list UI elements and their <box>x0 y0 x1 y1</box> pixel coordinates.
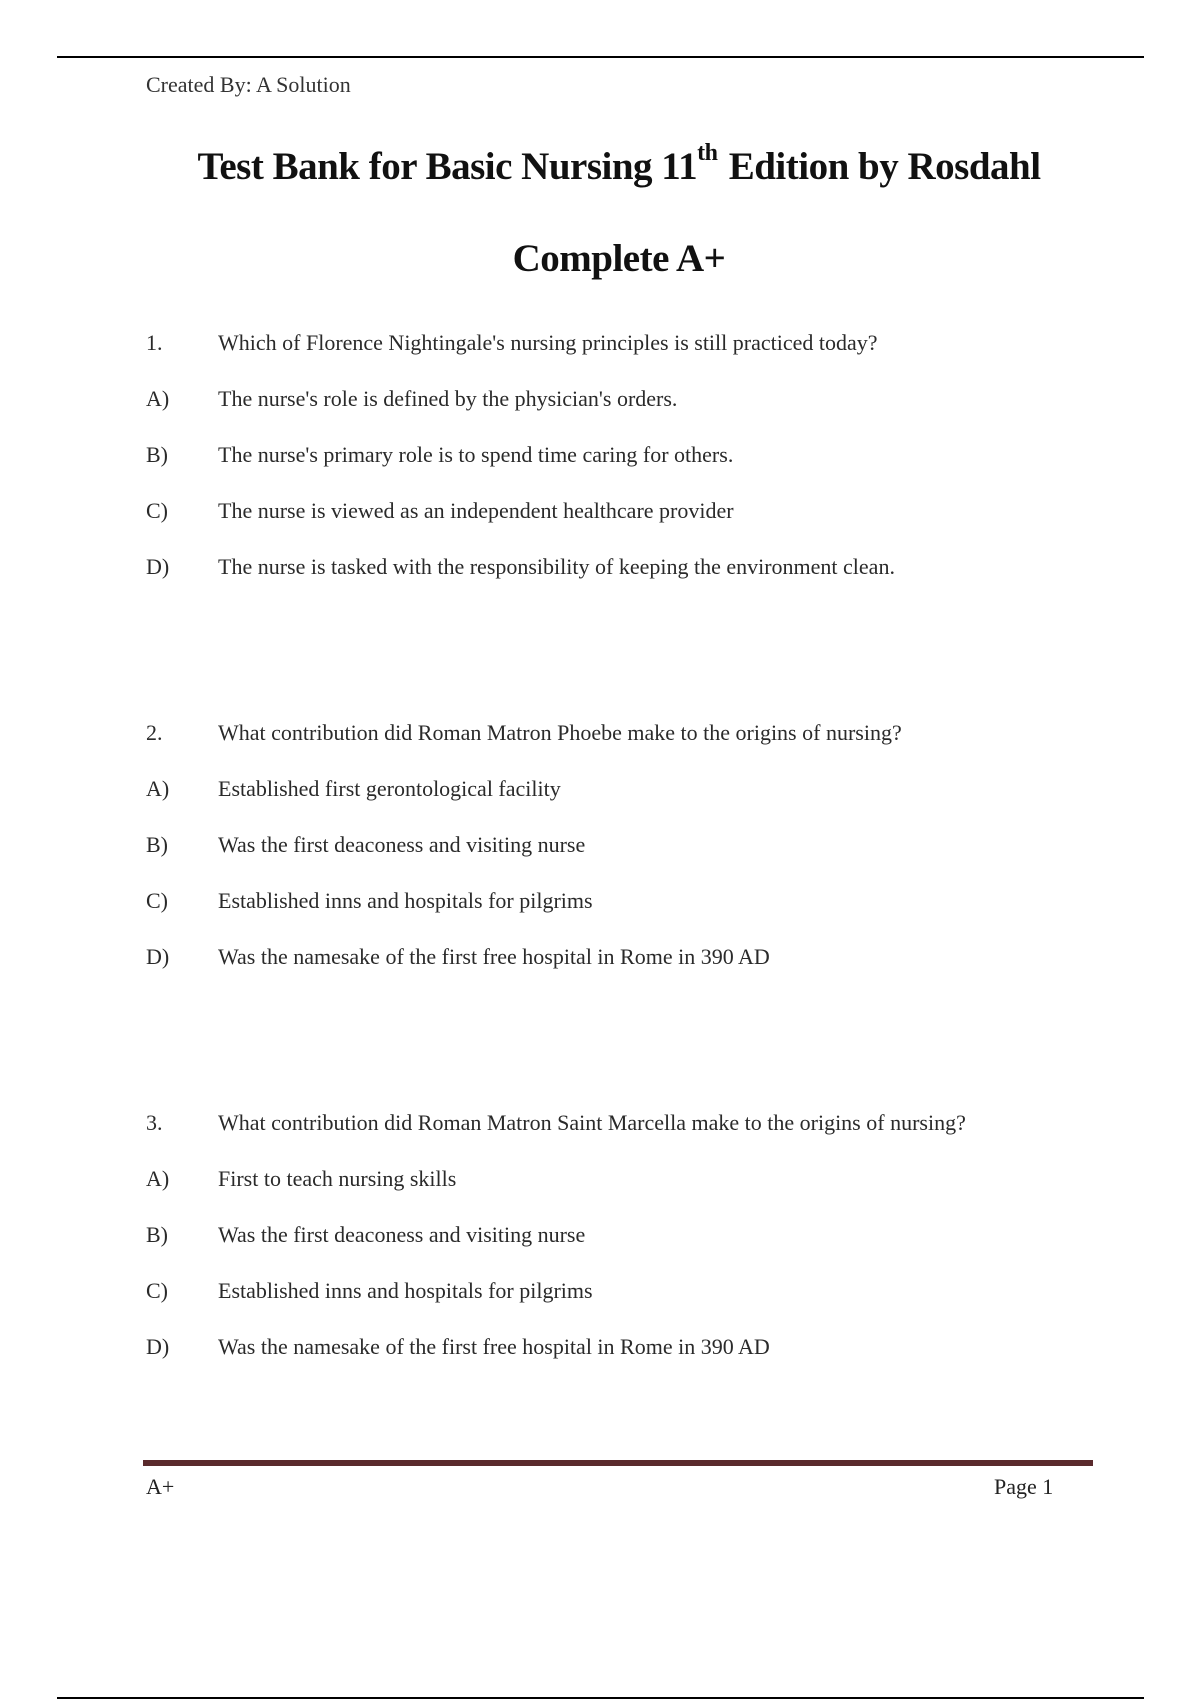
option-letter: B) <box>146 442 168 467</box>
question-1-option-c <box>0 498 1200 554</box>
option-text: The nurse's role is defined by the physician's orders. <box>218 386 678 411</box>
option-text: Established inns and hospitals for pilgrims <box>218 1278 593 1303</box>
question-1 <box>0 330 1200 610</box>
option-text: The nurse's primary role is to spend time caring for others. <box>218 442 734 467</box>
option-text: Was the namesake of the first free hospital in Rome in 390 AD <box>218 944 770 969</box>
option-letter: C) <box>146 1278 168 1303</box>
question-2-option-c <box>0 888 1200 944</box>
question-3-option-c <box>0 1278 1200 1334</box>
question-text: What contribution did Roman Matron Phoebe make to the origins of nursing? <box>218 720 902 745</box>
top-page-rule <box>57 56 1144 58</box>
page-number: Page 1 <box>994 1474 1054 1499</box>
title-superscript: th <box>697 140 718 166</box>
question-2-option-b <box>0 832 1200 888</box>
question-3 <box>0 1110 1200 1390</box>
option-text: The nurse is tasked with the responsibility of keeping the environment clean. <box>218 554 895 579</box>
question-number: 2. <box>146 720 163 745</box>
question-text: Which of Florence Nightingale's nursing principles is still practiced today? <box>218 330 878 355</box>
question-3-option-a <box>0 1166 1200 1222</box>
option-letter: C) <box>146 888 168 913</box>
option-text: First to teach nursing skills <box>218 1166 457 1191</box>
question-2 <box>0 720 1200 1000</box>
question-number: 1. <box>146 330 163 355</box>
question-1-option-a <box>0 386 1200 442</box>
option-letter: C) <box>146 498 168 523</box>
option-letter: A) <box>146 776 170 801</box>
option-letter: D) <box>146 554 170 579</box>
title-part-2: Edition by Rosdahl <box>719 145 1041 188</box>
document-title <box>0 140 1200 189</box>
header-created-by: Created By: A Solution <box>146 72 351 97</box>
question-2-option-a <box>0 776 1200 832</box>
option-text: Was the first deaconess and visiting nurse <box>218 1222 586 1247</box>
option-text: Was the namesake of the first free hospital in Rome in 390 AD <box>218 1334 770 1359</box>
option-letter: A) <box>146 1166 170 1191</box>
question-text: What contribution did Roman Matron Saint Marcella make to the origins of nursing? <box>218 1110 966 1135</box>
question-2-stem <box>0 720 1200 776</box>
option-letter: D) <box>146 1334 170 1359</box>
option-letter: D) <box>146 944 170 969</box>
option-text: Established first gerontological facility <box>218 776 561 801</box>
question-2-option-d <box>0 944 1200 1000</box>
question-3-option-d <box>0 1334 1200 1390</box>
bottom-page-rule <box>57 1697 1144 1699</box>
option-letter: A) <box>146 386 170 411</box>
option-letter: B) <box>146 832 168 857</box>
title-part-1: Test Bank for Basic Nursing 11 <box>197 145 698 188</box>
document-subtitle: Complete A+ <box>512 237 726 280</box>
option-text: The nurse is viewed as an independent healthcare provider <box>218 498 734 523</box>
footer-rule <box>143 1460 1093 1466</box>
option-letter: B) <box>146 1222 168 1247</box>
option-text: Established inns and hospitals for pilgrims <box>218 888 593 913</box>
question-1-option-d <box>0 554 1200 610</box>
footer-left-label: A+ <box>146 1474 175 1499</box>
option-text: Was the first deaconess and visiting nurse <box>218 832 586 857</box>
question-3-option-b <box>0 1222 1200 1278</box>
question-3-stem <box>0 1110 1200 1166</box>
question-1-stem <box>0 330 1200 386</box>
question-1-option-b <box>0 442 1200 498</box>
question-number: 3. <box>146 1110 163 1135</box>
